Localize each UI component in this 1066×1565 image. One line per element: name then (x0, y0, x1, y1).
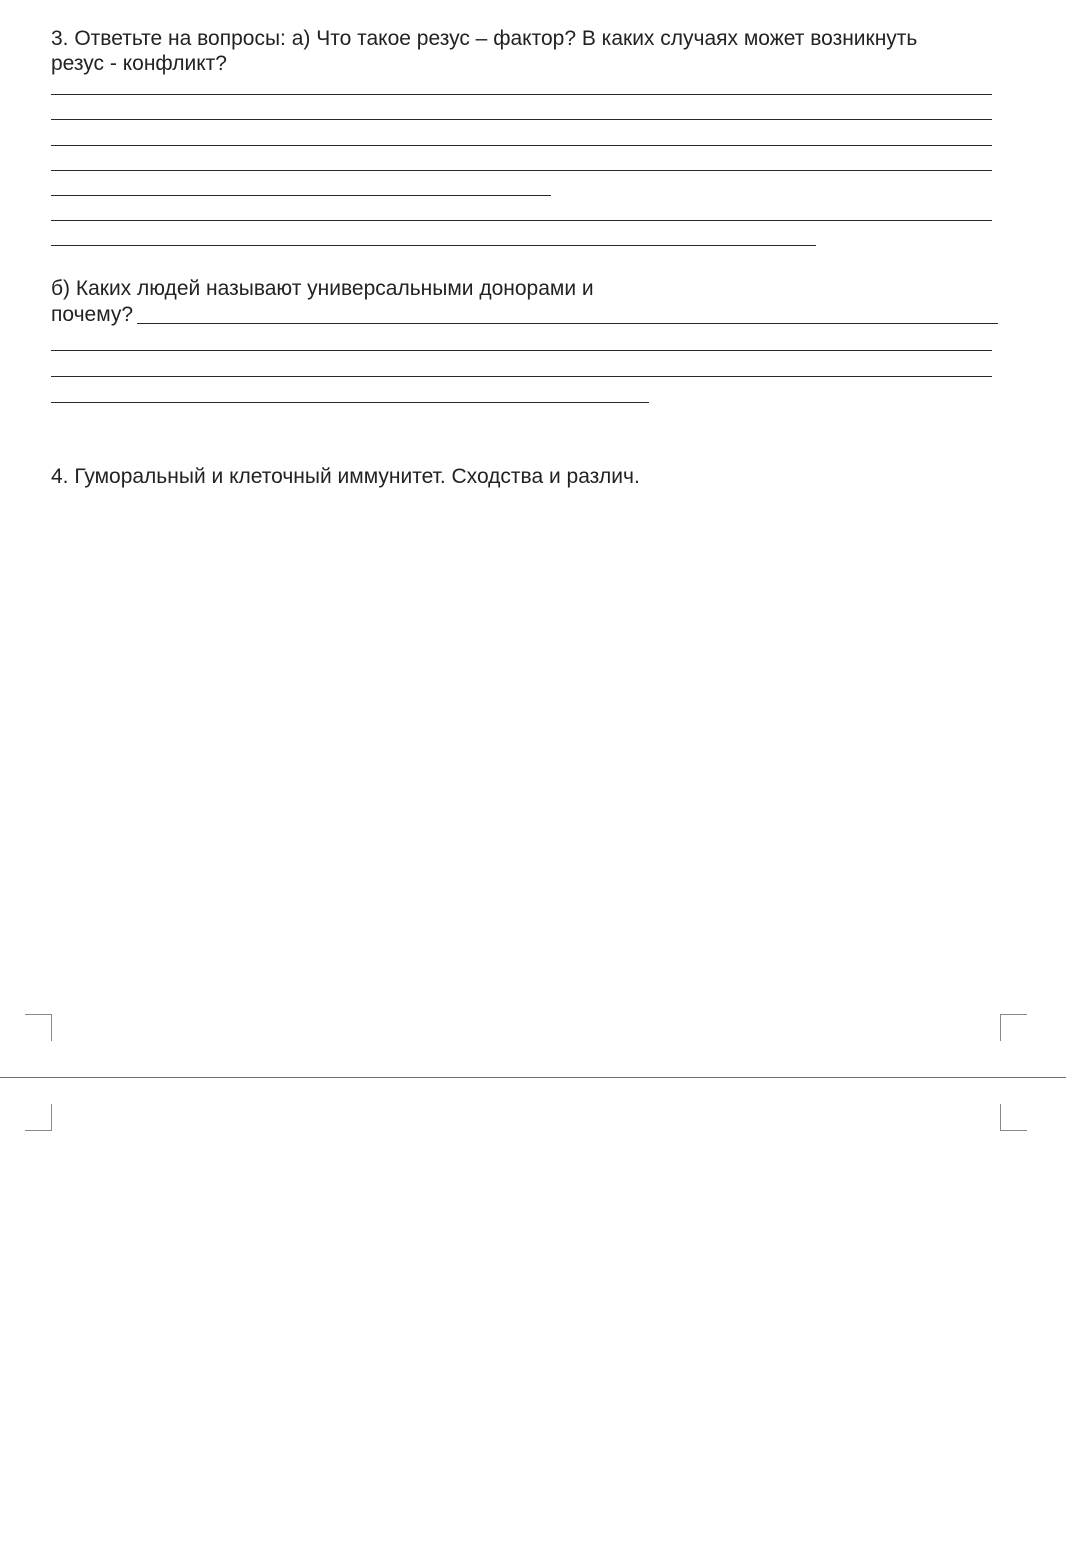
answer-line[interactable] (51, 170, 992, 171)
question-3-text-line-2: резус - конфликт? (51, 52, 227, 75)
answer-line[interactable] (51, 195, 551, 196)
answer-line[interactable] (137, 323, 998, 324)
page-corner-mark (1000, 1014, 1027, 1041)
answer-line[interactable] (51, 350, 992, 351)
page-corner-mark (25, 1014, 52, 1041)
answer-line[interactable] (51, 220, 992, 221)
question-3b-text-line-2: почему? (51, 303, 134, 326)
question-4-text: 4. Гуморальный и клеточный иммунитет. Сходства и различ. (51, 465, 640, 488)
answer-line[interactable] (51, 119, 992, 120)
answer-line[interactable] (51, 376, 992, 377)
answer-line[interactable] (51, 245, 816, 246)
answer-line[interactable] (51, 94, 992, 95)
question-3-text-line-1: 3. Ответьте на вопросы: а) Что такое резус – фактор? В каких случаях может возникнуть (51, 27, 918, 50)
answer-line[interactable] (51, 145, 992, 146)
question-3b-text-line-1: б) Каких людей называют универсальными донорами и (51, 277, 594, 300)
answer-line[interactable] (51, 402, 649, 403)
page-break-divider (0, 1077, 1066, 1078)
page-corner-mark (25, 1104, 52, 1131)
page-corner-mark (1000, 1104, 1027, 1131)
